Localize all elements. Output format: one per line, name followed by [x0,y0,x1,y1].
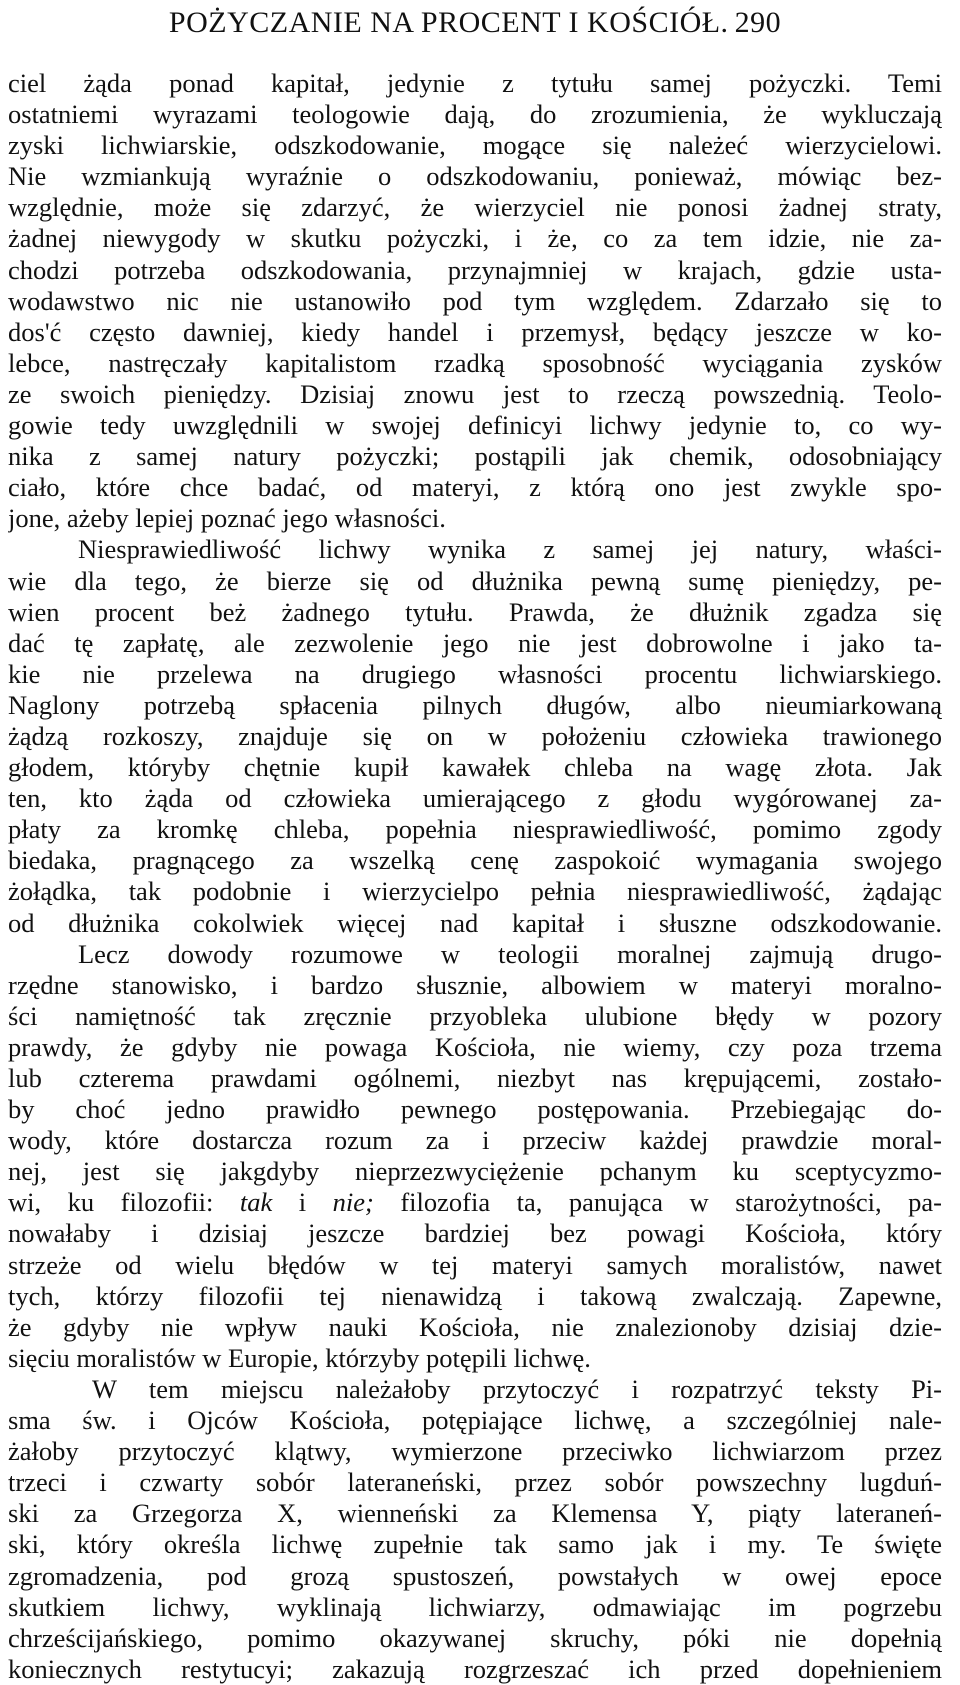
text-line: jone, ażeby lepiej poznać jego własności. [8,503,446,534]
text-line: ze swoich pieniędzy. Dzisiaj znowu jest to rzeczą powszednią. Teolo- [8,378,942,409]
text-line: nej, jest się jakgdyby nieprzezwyciężenie pchanym ku sceptycyzmo- [8,1156,942,1187]
text-line: żołądka, tak podobnie i wierzycielpo pełnia niesprawiedliwość, żądając [8,876,942,907]
text-line: że gdyby nie wpływ nauki Kościoła, nie znalezionoby dzisiaj dzie- [8,1311,942,1342]
text-line: nika z samej natury pożyczki; postąpili jak chemik, odosobniający [8,441,942,472]
text-line: ski, który określa lichwę zupełnie tak samo jak i my. Te święte [8,1529,942,1560]
text-line: lebce, nastręczały kapitalistom rzadką sposobność wyciągania zysków [8,347,942,378]
text-line: chrześcijańskiego, pomimo okazywanej skruchy, póki nie dopełnią [8,1622,942,1653]
header-title: POŻYCZANIE NA PROCENT I KOŚCIÓŁ. [168,6,729,39]
text-line: wien procent beż żadnego tytułu. Prawda, że dłużnik zgadza się [8,596,942,627]
text-line: zgromadzenia, pod grozą spustoszeń, powstałych w owej epoce [8,1560,942,1591]
text-line: skutkiem lichwy, wyklinają lichwiarzy, odmawiając im pogrzebu [8,1591,942,1622]
text-line: biedaka, pragnącego za wszelką cenę zaspokoić wymagania swojego [8,845,942,876]
text-line: zyski lichwiarskie, odszkodowanie, mogące się należeć wierzycielowi. [8,130,942,161]
text-line: wie dla tego, że bierze się od dłużnika pewną sumę pieniędzy, pe- [8,565,942,596]
text-line: ści namiętność tak zręcznie przyobleka ulubione błędy w pozory [8,1000,942,1031]
body-text [8,68,942,1685]
text-line: koniecznych restytucyi; zakazują rozgrzeszać ich przed dopełnieniem [8,1653,942,1684]
text-line: wi, ku filozofii: tak i nie; filozofia ta, panująca w starożytności, pa- [8,1187,942,1218]
text-line: głodem, któryby chętnie kupił kawałek chleba na wagę złota. Jak [8,752,942,783]
text-line: względnie, może się zdarzyć, że wierzyciel nie ponosi żadnej straty, [8,192,942,223]
text-line: trzeci i czwarty sobór lateraneński, przez sobór powszechny lugduń- [8,1467,942,1498]
text-line: ciało, które chce badać, od materyi, z którą ono jest zwykle spo- [8,472,942,503]
text-line: Niesprawiedliwość lichwy wynika z samej jej natury, właści- [78,534,942,565]
text-line: lub czterema prawdami ogólnemi, niezbyt nas krępującemi, zostało- [8,1063,942,1093]
text-line: wodawstwo nic nie ustanowiło pod tym względem. Zdarzało się to [8,285,942,316]
text-line: ciel żąda ponad kapitał, jedynie z tytułu samej pożyczki. Temi [8,68,942,98]
text-line: rzędne stanowisko, i bardzo słusznie, albowiem w materyi moralno- [8,969,942,1000]
text-line: by choć jedno prawidło pewnego postępowania. Przebiegając do- [8,1094,942,1125]
text-line: ski za Grzegorza X, wienneński za Klemensa Y, piąty lateraneń- [8,1498,942,1529]
text-line: tych, którzy filozofii tej nienawidzą i takową zwalczają. Zapewne, [8,1280,942,1311]
text-line: żądzą rozkoszy, znajduje się on w położeniu człowieka trawionego [8,720,942,751]
text-line: dać tę zapłatę, ale zezwolenie jego nie jest dobrowolne i jako ta- [8,627,942,658]
text-line: sięciu moralistów w Europie, którzyby potępili lichwę. [8,1342,591,1373]
text-line: płaty za kromkę chleba, popełnia niesprawiedliwość, pomimo zgody [8,814,942,845]
text-line: sma św. i Ojców Kościoła, potępiające lichwę, a szczególniej nale- [8,1405,942,1436]
text-line: Naglony potrzebą spłacenia pilnych długów, albo nieumiarkowaną [8,689,942,720]
text-line: W tem miejscu należałoby przytoczyć i rozpatrzyć teksty Pi- [92,1373,942,1404]
text-line: wody, które dostarcza rozum za i przeciw każdej prawdzie moral- [8,1125,942,1156]
text-line: chodzi potrzeba odszkodowania, przynajmniej w krajach, gdzie usta- [8,254,942,285]
text-line: strzeże od wielu błędów w tej materyi samych moralistów, nawet [8,1249,942,1280]
text-line: ostatniemi wyrazami teologowie dają, do zrozumienia, że wykluczają [8,99,942,130]
text-line: kie nie przelewa na drugiego własności procentu lichwiarskiego. [8,658,942,689]
text-line: dos'ć często dawniej, kiedy handel i przemysł, będący jeszcze w ko- [8,316,942,347]
text-line: Lecz dowody rozumowe w teologii moralnej zajmują drugo- [78,938,942,969]
text-line: żałoby przytoczyć klątwy, wymierzone przeciwko lichwiarzom przez [8,1436,942,1467]
text-line: ten, kto żąda od człowieka umierającego z głodu wygórowanej za- [8,783,942,814]
text-line: prawdy, że gdyby nie powaga Kościoła, nie wiemy, czy poza trzema [8,1031,942,1062]
running-header [8,0,942,46]
text-line: nowałaby i dzisiaj jeszcze bardziej bez powagi Kościoła, który [8,1218,942,1249]
text-line: Nie wzmiankują wyraźnie o odszkodowaniu, ponieważ, mówiąc bez- [8,161,942,192]
page-number: 290 [734,6,782,39]
text-line: gowie tedy uwzględnili w swojej definicyi lichwy jedynie to, co wy- [8,410,942,441]
text-line: żadnej niewygody w skutku pożyczki, i że, co za tem idzie, nie za- [8,223,942,254]
text-line: od dłużnika cokolwiek więcej nad kapitał i słuszne odszkodowanie. [8,907,942,938]
